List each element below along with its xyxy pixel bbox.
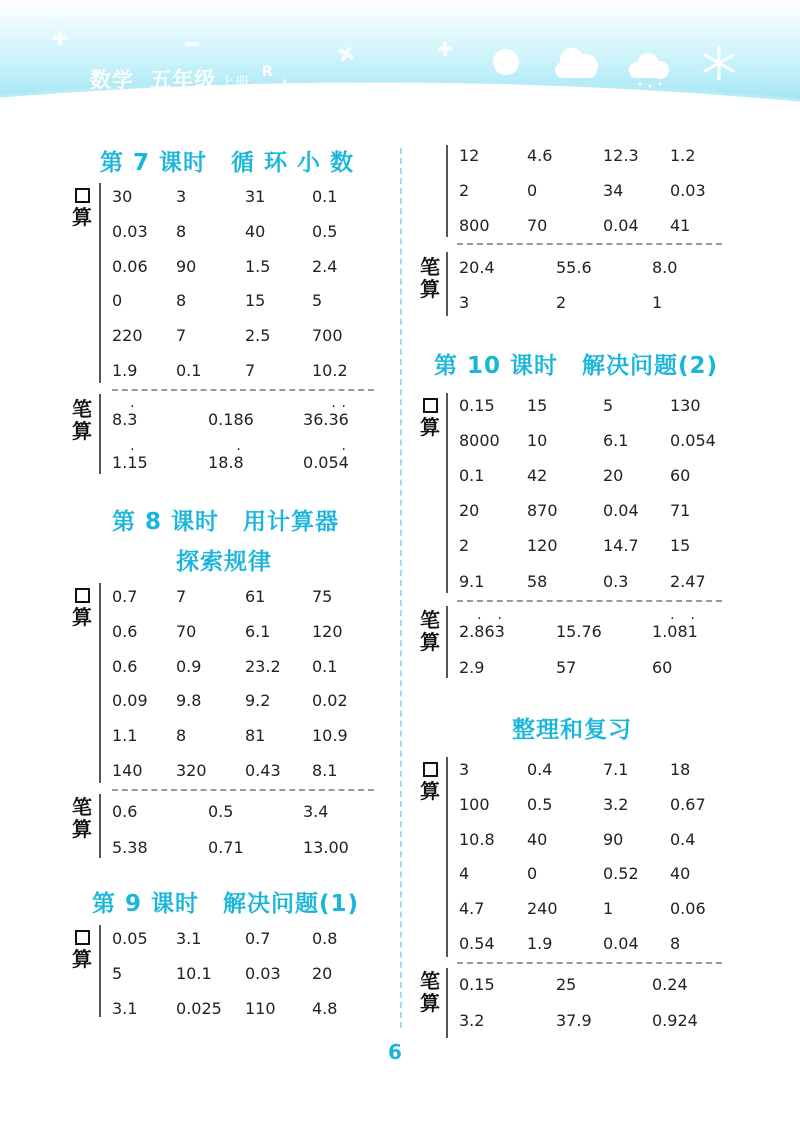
- answer-cell: 0.5: [208, 802, 234, 821]
- answer-cell: 60: [652, 658, 673, 677]
- mouth-box-icon: [75, 588, 90, 603]
- answer-cell: 1.5: [245, 257, 271, 276]
- answer-cell: 0.06: [112, 257, 148, 276]
- mouth-box-icon: [423, 762, 438, 777]
- answer-cell: 20: [603, 466, 624, 485]
- answer-cell: 4.6: [527, 146, 553, 165]
- answer-cell: 5.38: [112, 838, 148, 857]
- bracket-line: [446, 145, 448, 237]
- answer-cell: 0.924: [652, 1011, 698, 1030]
- answer-cell: 0.7: [245, 929, 271, 948]
- answer-cell: 9.2: [245, 691, 271, 710]
- answer-cell: 20: [459, 501, 480, 520]
- column-divider: [400, 148, 402, 1028]
- answer-cell: 90: [603, 830, 624, 849]
- answer-cell: 1.1: [112, 726, 138, 745]
- answer-cell: 800: [459, 216, 490, 235]
- answer-cell: 1.. 15: [112, 453, 148, 472]
- answer-cell: 2.9: [459, 658, 485, 677]
- answer-cell: 3.1: [112, 999, 138, 1018]
- answer-cell: 0.6: [112, 802, 138, 821]
- answer-cell: 0.5: [527, 795, 553, 814]
- answer-cell: 9.1: [459, 572, 485, 591]
- answer-cell: 41: [670, 216, 691, 235]
- header-volume: 上册: [220, 75, 251, 91]
- answer-cell: 20: [312, 964, 333, 983]
- bracket-line: [446, 252, 448, 316]
- answer-cell: 14.7: [603, 536, 639, 555]
- written-calc-label: 笔 算: [420, 608, 440, 654]
- answer-cell: 12: [459, 146, 480, 165]
- answer-cell: 100: [459, 795, 490, 814]
- answer-cell: 2: [459, 536, 470, 555]
- answer-cell: 130: [670, 396, 701, 415]
- section-title-8: 第 8 课时 用计算器: [112, 509, 340, 535]
- answer-cell: 2.4: [312, 257, 338, 276]
- answer-cell: 0.1: [312, 187, 338, 206]
- bracket-line: [99, 394, 101, 474]
- written-calc-label: 笔 算: [72, 397, 92, 443]
- answer-cell: 3.2: [459, 1011, 485, 1030]
- written-calc-label: 笔 算: [420, 969, 440, 1015]
- mental-calc-label: 算: [418, 396, 442, 438]
- answer-cell: 0.15: [459, 975, 495, 994]
- answer-cell: 0.025: [176, 999, 222, 1018]
- answer-cell: 40: [527, 830, 548, 849]
- answer-cell: 1.9: [112, 361, 138, 380]
- mental-calc-label: 算: [70, 586, 94, 628]
- answer-cell: 120: [312, 622, 343, 641]
- answer-cell: 0.04: [603, 216, 639, 235]
- answer-cell: 36.. 3. 6: [303, 410, 349, 429]
- answer-cell: 0.04: [603, 934, 639, 953]
- answer-cell: 15.76: [556, 622, 602, 641]
- answer-cell: 61: [245, 587, 266, 606]
- answer-cell: 0.6: [112, 622, 138, 641]
- answer-cell: 10.8: [459, 830, 495, 849]
- section-title-8-line2: 探索规律: [176, 549, 272, 575]
- answer-cell: 0.05: [112, 929, 148, 948]
- page-header: [0, 0, 800, 122]
- answer-cell: 0.8: [312, 929, 338, 948]
- answer-cell: 0.4: [670, 830, 696, 849]
- answer-cell: 2.5: [245, 326, 271, 345]
- answer-cell: 18.. 8: [208, 453, 244, 472]
- answer-cell: 0.5: [312, 222, 338, 241]
- answer-cell: 3: [459, 760, 470, 779]
- answer-cell: 700: [312, 326, 343, 345]
- answer-cell: 2: [459, 181, 470, 200]
- answer-cell: 25: [556, 975, 577, 994]
- answer-cell: 0.09: [112, 691, 148, 710]
- answer-cell: 40: [245, 222, 266, 241]
- answer-cell: 140: [112, 761, 143, 780]
- answer-cell: 0: [527, 181, 538, 200]
- section-title-9: 第 9 课时 解决问题(1): [92, 891, 360, 917]
- answer-cell: 10.2: [312, 361, 348, 380]
- answer-cell: 870: [527, 501, 558, 520]
- answer-cell: 0.1: [459, 466, 485, 485]
- answer-cell: 10.1: [176, 964, 212, 983]
- answer-cell: 8.. 3: [112, 410, 137, 429]
- answer-cell: 12.3: [603, 146, 639, 165]
- answer-cell: 71: [670, 501, 691, 520]
- answer-cell: 0.15: [459, 396, 495, 415]
- answer-cell: 7: [176, 587, 187, 606]
- separator: [112, 789, 374, 791]
- answer-cell: 7: [176, 326, 187, 345]
- answer-cell: 8: [670, 934, 681, 953]
- header-banner: [0, 0, 800, 122]
- answer-cell: 0.7: [112, 587, 138, 606]
- answer-cell: 0.06: [670, 899, 706, 918]
- answer-cell: 15: [670, 536, 691, 555]
- section-title-review: 整理和复习: [512, 717, 632, 743]
- bracket-line: [99, 794, 101, 858]
- answer-cell: 4.8: [312, 999, 338, 1018]
- answer-cell: 31: [245, 187, 266, 206]
- written-calc-label: 笔 算: [420, 255, 440, 301]
- separator: [457, 600, 722, 602]
- section-title-10: 第 10 课时 解决问题(2): [434, 353, 719, 379]
- answer-cell: 0.1: [312, 657, 338, 676]
- answer-cell: 4.7: [459, 899, 485, 918]
- answer-cell: 18: [670, 760, 691, 779]
- bracket-line: [446, 606, 448, 678]
- answer-cell: 3.2: [603, 795, 629, 814]
- answer-cell: 2.. 86. 3: [459, 622, 505, 641]
- mental-calc-label: 算: [418, 760, 442, 802]
- bracket-line: [99, 583, 101, 783]
- bracket-line: [99, 925, 101, 1017]
- answer-cell: 34: [603, 181, 624, 200]
- answer-cell: 7.1: [603, 760, 629, 779]
- answer-cell: 60: [670, 466, 691, 485]
- answer-cell: 3: [459, 293, 470, 312]
- answer-cell: 3.1: [176, 929, 202, 948]
- answer-cell: 6.1: [245, 622, 271, 641]
- answer-cell: 8000: [459, 431, 500, 450]
- answer-cell: 75: [312, 587, 333, 606]
- answer-cell: 0.1: [176, 361, 202, 380]
- mouth-box-icon: [75, 188, 90, 203]
- answer-cell: 0.04: [603, 501, 639, 520]
- answer-cell: 8: [176, 222, 187, 241]
- answer-cell: 13.00: [303, 838, 349, 857]
- mental-calc-label: 算: [70, 186, 94, 228]
- header-grade: 五年级: [150, 68, 217, 92]
- answer-cell: 1.9: [527, 934, 553, 953]
- answer-cell: 0.186: [208, 410, 254, 429]
- answer-cell: 1.. 08. 1: [652, 622, 698, 641]
- answer-cell: 0: [112, 291, 123, 310]
- answer-cell: 7: [245, 361, 256, 380]
- answer-cell: 0.54: [459, 934, 495, 953]
- bracket-line: [446, 393, 448, 593]
- answer-cell: 0.24: [652, 975, 688, 994]
- page-number: 6: [388, 1040, 402, 1064]
- mouth-box-icon: [423, 398, 438, 413]
- answer-cell: 0.3: [603, 572, 629, 591]
- answer-cell: 58: [527, 572, 548, 591]
- separator: [457, 962, 722, 964]
- header-title: [90, 64, 250, 94]
- answer-cell: 70: [176, 622, 197, 641]
- answer-cell: 5: [603, 396, 614, 415]
- answer-cell: 40: [670, 864, 691, 883]
- mental-calc-label: 算: [70, 928, 94, 970]
- answer-cell: 1: [603, 899, 614, 918]
- answer-cell: 0.4: [527, 760, 553, 779]
- answer-cell: 3: [176, 187, 187, 206]
- separator: [457, 243, 722, 245]
- answer-cell: 1: [652, 293, 663, 312]
- answer-cell: 9.8: [176, 691, 202, 710]
- answer-cell: 30: [112, 187, 133, 206]
- answer-cell: 10.9: [312, 726, 348, 745]
- answer-cell: 110: [245, 999, 276, 1018]
- answer-cell: 42: [527, 466, 548, 485]
- answer-cell: 320: [176, 761, 207, 780]
- bracket-line: [446, 968, 448, 1038]
- answer-cell: 120: [527, 536, 558, 555]
- answer-cell: 15: [527, 396, 548, 415]
- answer-cell: 0.67: [670, 795, 706, 814]
- separator: [112, 389, 374, 391]
- answer-cell: 0.71: [208, 838, 244, 857]
- answer-cell: 10: [527, 431, 548, 450]
- answer-cell: 2.47: [670, 572, 706, 591]
- bracket-line: [446, 757, 448, 957]
- answer-cell: 0.52: [603, 864, 639, 883]
- answer-cell: 8: [176, 291, 187, 310]
- edition-letter-j: J: [282, 78, 288, 94]
- answer-cell: 6.1: [603, 431, 629, 450]
- answer-cell: 4: [459, 864, 470, 883]
- sun-icon: [493, 49, 519, 75]
- answer-cell: 8.0: [652, 258, 678, 277]
- answer-cell: 0.9: [176, 657, 202, 676]
- answer-cell: 57: [556, 658, 577, 677]
- answer-cell: 90: [176, 257, 197, 276]
- written-calc-label: 笔 算: [72, 795, 92, 841]
- answer-cell: 1.2: [670, 146, 696, 165]
- answer-cell: 0.05. 4: [303, 453, 349, 472]
- answer-cell: 81: [245, 726, 266, 745]
- answer-cell: 240: [527, 899, 558, 918]
- mouth-box-icon: [75, 930, 90, 945]
- answer-cell: 20.4: [459, 258, 495, 277]
- answer-cell: 0.03: [245, 964, 281, 983]
- answer-cell: 220: [112, 326, 143, 345]
- answer-cell: 0.03: [112, 222, 148, 241]
- answer-cell: 23.2: [245, 657, 281, 676]
- answer-cell: 0.03: [670, 181, 706, 200]
- answer-cell: 3.4: [303, 802, 329, 821]
- answer-cell: 0.02: [312, 691, 348, 710]
- answer-cell: 8.1: [312, 761, 338, 780]
- answer-cell: 70: [527, 216, 548, 235]
- section-title-7: 第 7 课时 循 环 小 数: [100, 150, 355, 176]
- answer-cell: 55.6: [556, 258, 592, 277]
- header-subject: 数学: [90, 68, 134, 92]
- answer-cell: 5: [312, 291, 323, 310]
- answer-cell: 5: [112, 964, 123, 983]
- answer-cell: 0.43: [245, 761, 281, 780]
- answer-cell: 8: [176, 726, 187, 745]
- answer-cell: 2: [556, 293, 567, 312]
- bracket-line: [99, 183, 101, 383]
- answer-cell: 0: [527, 864, 538, 883]
- answer-cell: 0.6: [112, 657, 138, 676]
- edition-letter-r: R: [262, 64, 273, 80]
- answer-cell: 15: [245, 291, 266, 310]
- answer-cell: 37.9: [556, 1011, 592, 1030]
- answer-cell: 0.054: [670, 431, 716, 450]
